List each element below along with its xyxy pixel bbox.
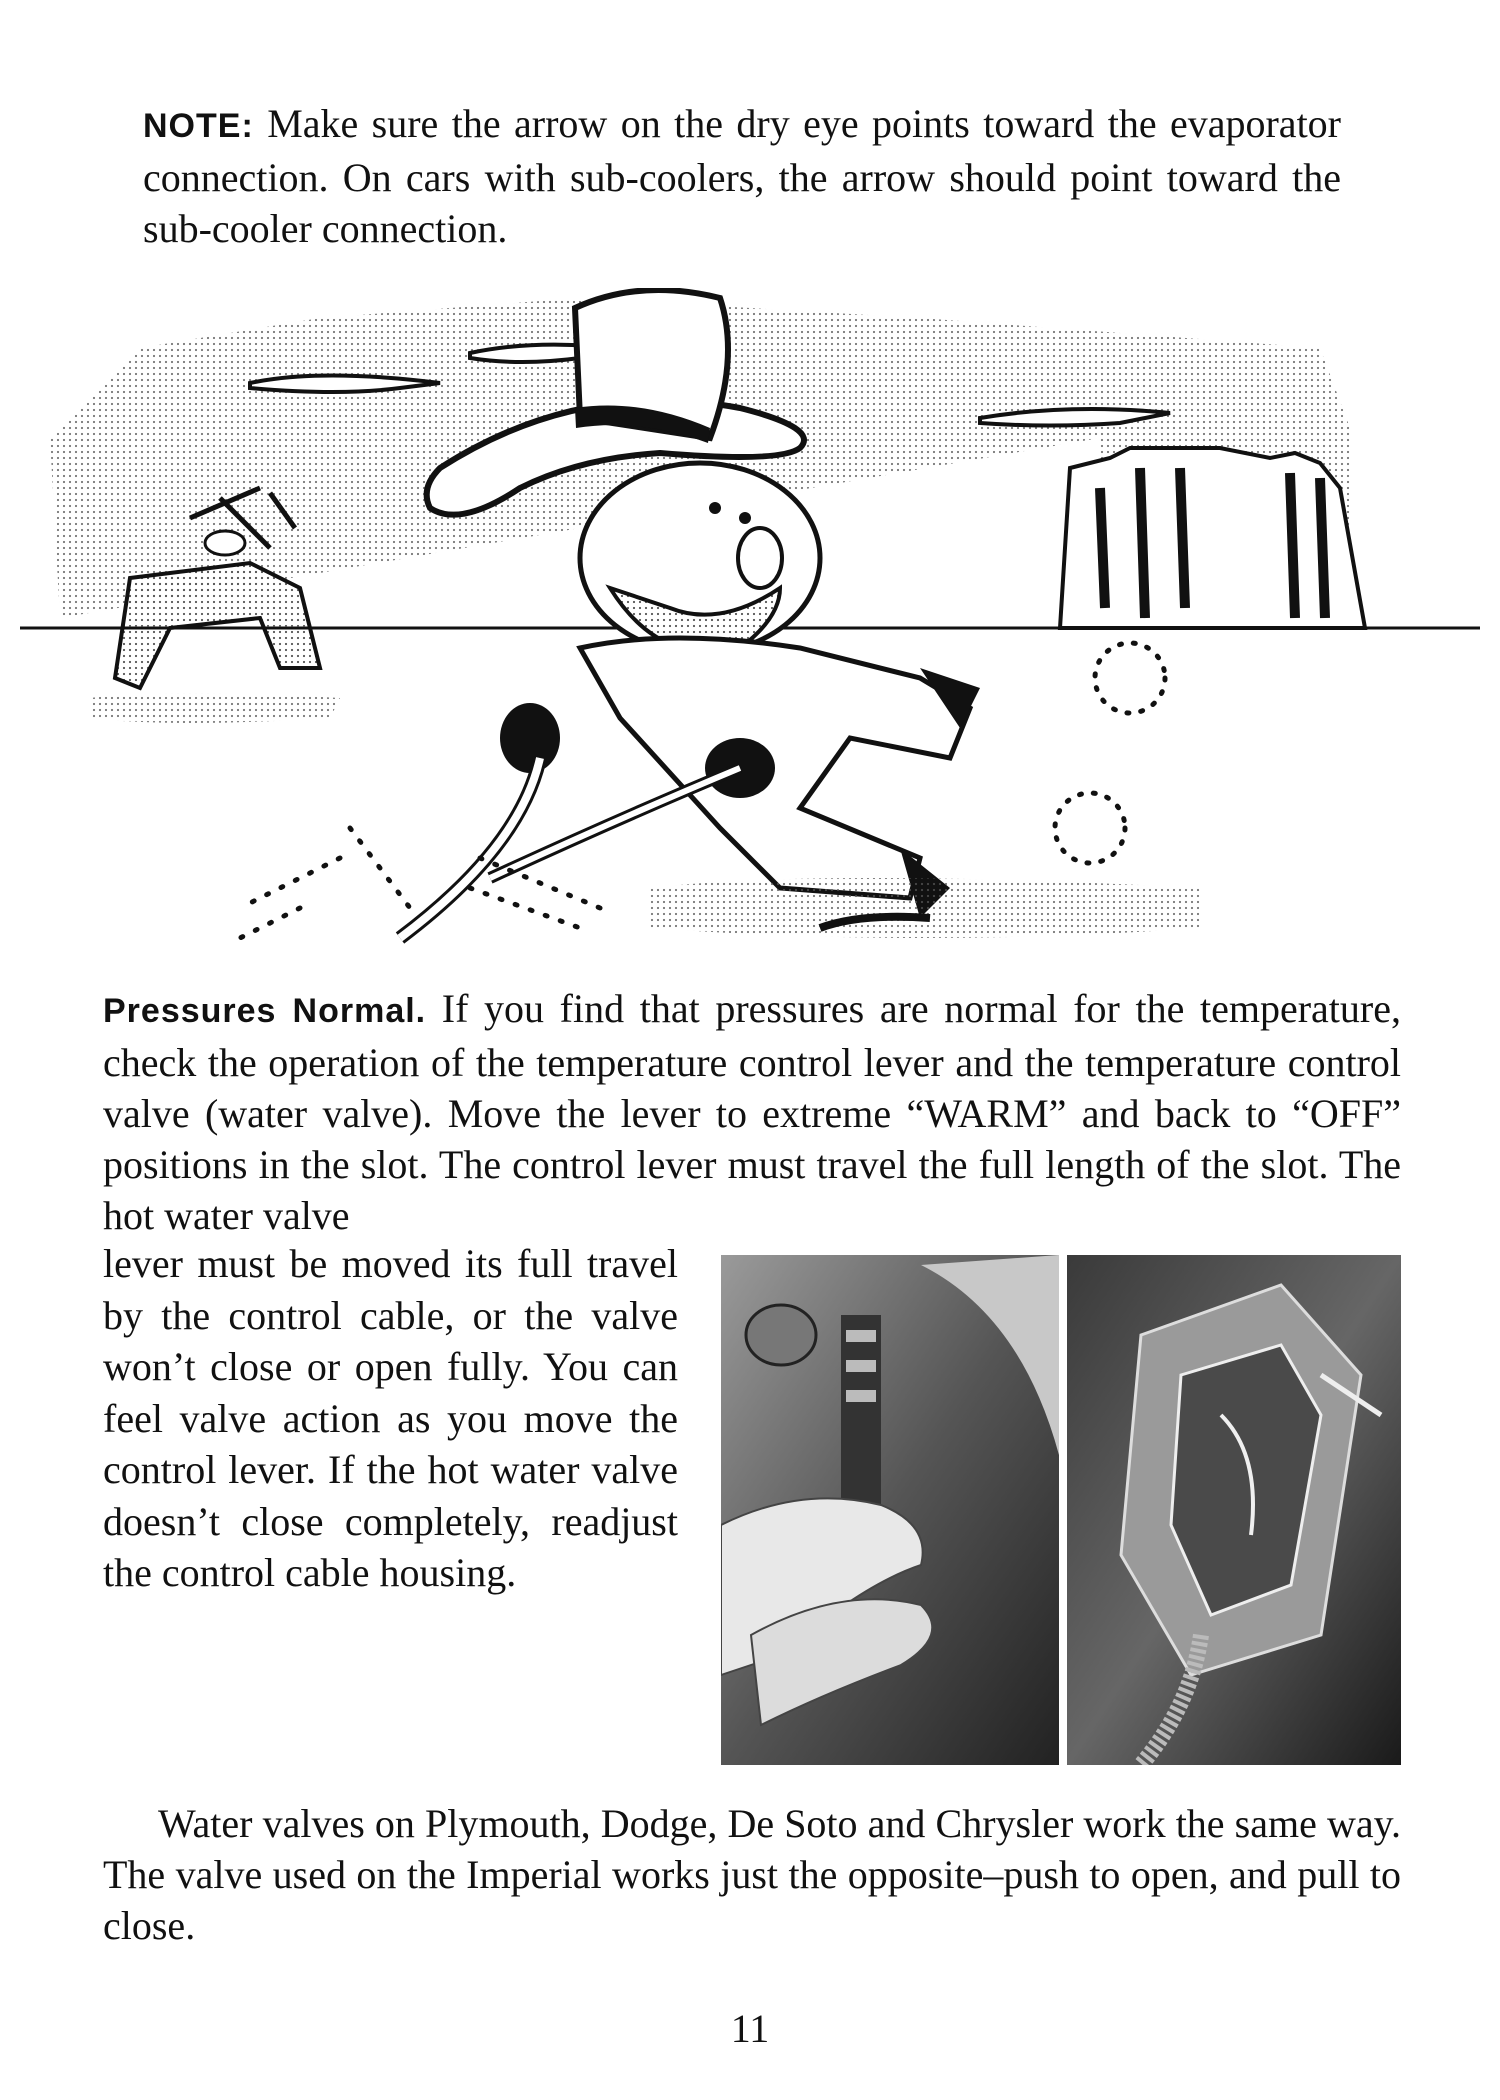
water-valves-paragraph: Water valves on Plymouth, Dodge, De Soto and Chrysler work the same way. The valve used on the Imperial works just the opposite–push to open, and pull to close. (103, 1801, 1401, 1948)
note-text: Make sure the arrow on the dry eye points toward the evaporator connection. On cars with sub-coolers, the arrow should point toward the sub-cooler connection. (143, 101, 1341, 251)
pressures-normal-paragraph (103, 983, 1401, 1241)
pressures-normal-text: If you find that pressures are normal for the temperature, check the operation of the temperature control lever and the temperature control valve (water valve). Move the lever to extreme “WARM” and back to “OFF” positions in the slot. The control lever must travel the full length of the slot. The hot water valve (103, 986, 1401, 1238)
note-lead: NOTE: (143, 107, 254, 145)
pressures-normal-lead: Pressures Normal. (103, 992, 427, 1030)
cowboy-prospector-illustration (20, 288, 1480, 958)
pressures-normal-column-text: lever must be moved its full travel by the control cable, or the valve won’t close or open fully. You can feel valve action as you move the control lever. If the hot water valve doesn’t close completely, readjust the control cable housing. (103, 1241, 678, 1595)
water-valve-photos (721, 1255, 1401, 1765)
note-paragraph (143, 98, 1341, 254)
page-number: 11 (730, 2006, 770, 2051)
